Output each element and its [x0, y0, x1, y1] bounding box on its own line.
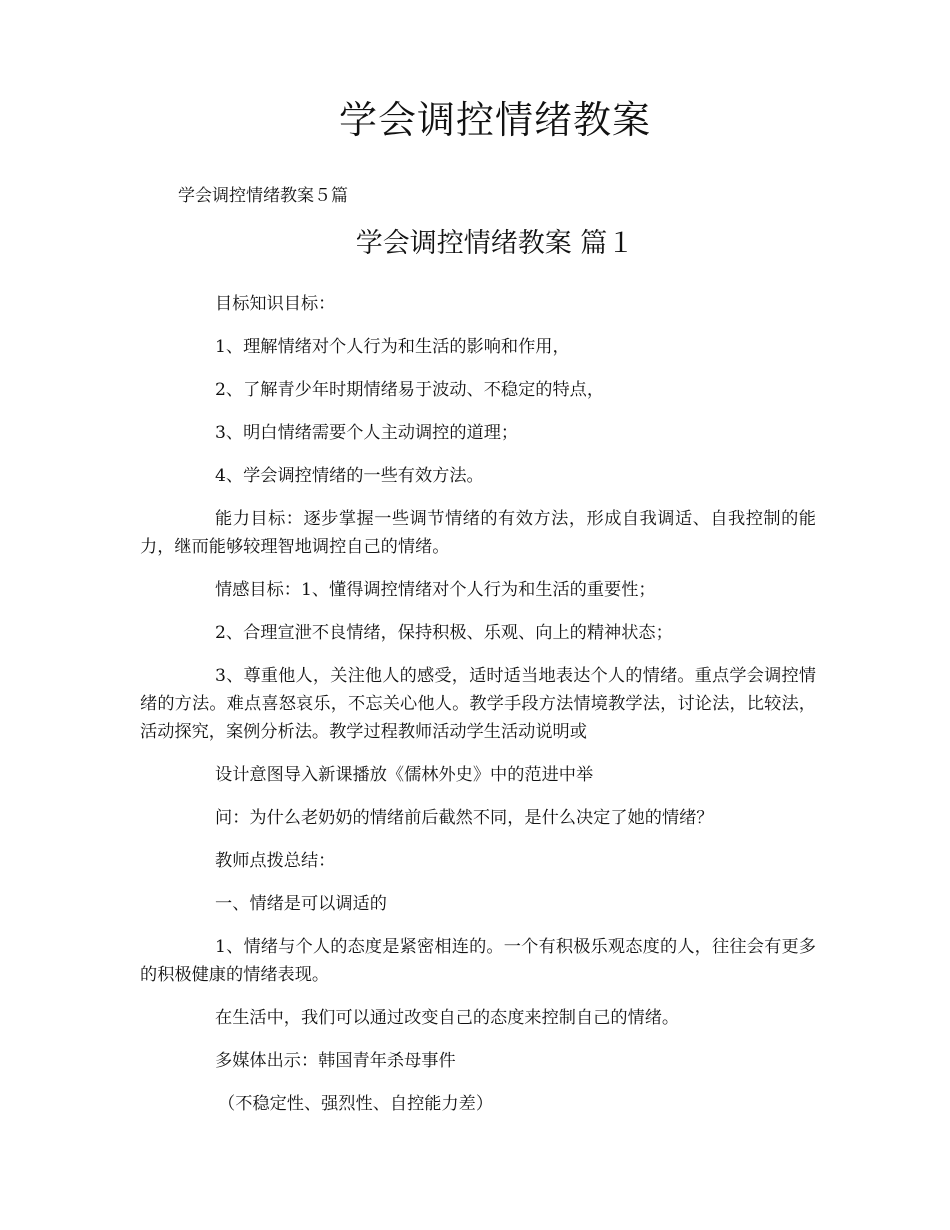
document-body: [140, 290, 816, 1133]
paragraph-multimedia: 多媒体出示：韩国青年杀母事件: [215, 1051, 456, 1071]
section-title: 学会调控情绪教案 篇１: [355, 228, 635, 259]
paragraph-emotion-goal-1: 情感目标：1、懂得调控情绪对个人行为和生活的重要性；: [215, 580, 656, 600]
paragraph-objective-3: 3、明白情绪需要个人主动调控的道理；: [215, 423, 519, 443]
paragraph-objectives-heading: 目标知识目标：: [215, 294, 336, 314]
document-title: 学会调控情绪教案: [338, 98, 651, 142]
paragraph-attitude: 1、情绪与个人的态度是紧密相连的。一个有积极乐观态度的人，往往会有更多的积极健康的情绪表现。: [140, 937, 816, 985]
paragraph-objective-4: 4、学会调控情绪的一些有效方法。: [215, 466, 484, 486]
paragraph-design-intent: 设计意图导入新课播放《儒林外史》中的范进中举: [215, 765, 594, 785]
document-subtitle: 学会调控情绪教案５篇: [178, 186, 348, 206]
paragraph-in-life: 在生活中，我们可以通过改变自己的态度来控制自己的情绪。: [215, 1008, 680, 1028]
paragraph-teacher-summary: 教师点拨总结：: [215, 851, 336, 871]
paragraph-emotion-goal-3: 3、尊重他人，关注他人的感受，适时适当地表达个人的情绪。重点学会调控情绪的方法。难点喜怒哀乐，不忘关心他人。教学手段方法情境教学法，讨论法，比较法，活动探究，案例分析法。教学过程教师活动学生活动说明或: [140, 666, 816, 742]
paragraph-characteristics: （不稳定性、强烈性、自控能力差）: [218, 1094, 494, 1114]
paragraph-question: 问：为什么老奶奶的情绪前后截然不同，是什么决定了她的情绪？: [215, 808, 714, 828]
paragraph-heading-emotion-adjustable: 一、情绪是可以调适的: [215, 894, 387, 914]
paragraph-emotion-goal-2: 2、合理宣泄不良情绪，保持积极、乐观、向上的精神状态；: [215, 623, 673, 643]
paragraph-objective-1: 1、理解情绪对个人行为和生活的影响和作用，: [215, 337, 570, 357]
paragraph-ability-goal: 能力目标：逐步掌握一些调节情绪的有效方法，形成自我调适、自我控制的能力，继而能够较理智地调控自己的情绪。: [140, 509, 816, 557]
paragraph-objective-2: 2、了解青少年时期情绪易于波动、不稳定的特点，: [215, 380, 605, 400]
